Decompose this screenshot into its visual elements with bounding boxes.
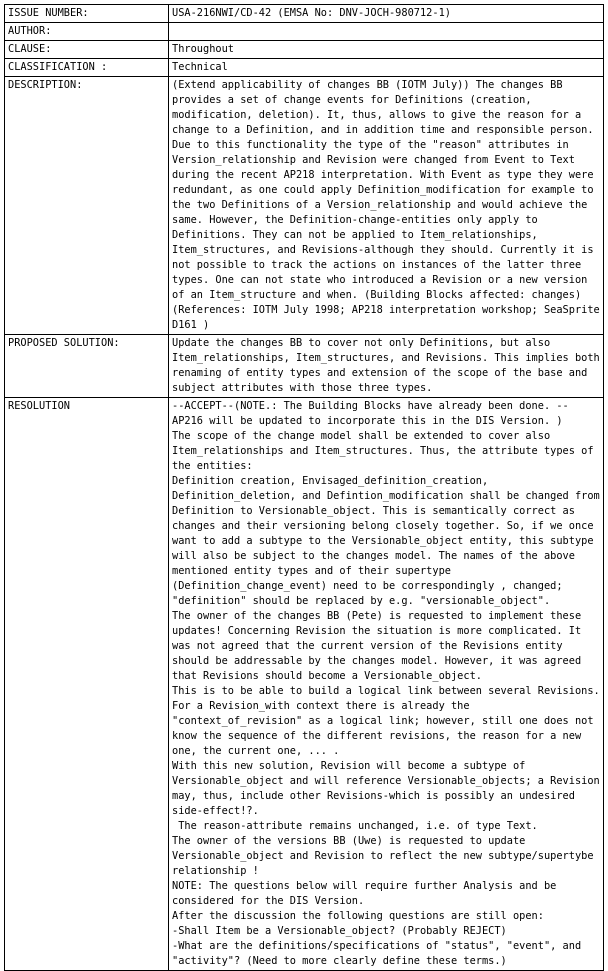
resolution-paragraph: The scope of the change model shall be extended to cover also Item_relationships and Item_structures. Thus, the attribute types of the entities: [172,430,600,472]
resolution-paragraph: This is to be able to build a logical link between several Revisions. For a Revision_with context there is already the "context_of_revision" as a logical link; however, still one does not know the sequence of the different revisions, the reason for a new one, the current one, ... . [172,685,606,757]
description-value: (Extend applicability of changes BB (IOTM July)) The changes BB provides a set of change events for Definitions (creation, modification, deletion). It, thus, allows to give the reason for a change to a Definition, and in addition time and responsible person. Due to this functionality the type of the "reason" attributes in Version_relationship and Revision were changed from Event to Text during the recent AP218 interpretation. With Event as type they were redundant, as one could apply Definition_modification for example to the two Definitions of a Version_relationship and would achieve the same. However, the Definition-change-entities only apply to Definitions. They can not be applied to Item_relationships, Item_structures, and Revisions-although they should. Currently it is not possible to track the actions on instances of the latter three types. One can not state who introduced a Revision or a new version of an Item_structure and when. (Building Blocks affected: changes) (References: IOTM July 1998; AP218 interpretation workshop; SeaSprite D161 ) [169,77,604,335]
resolution-paragraph: NOTE: The questions below will require further Analysis and be considered for the DIS Version. [172,880,563,907]
resolution-paragraph: --ACCEPT--(NOTE.: The Building Blocks have already been done. -- AP216 will be updated to incorporate this in the DIS Version. ) [172,400,575,427]
classification-value: Technical [169,59,604,77]
classification-label: CLASSIFICATION : [5,59,169,77]
resolution-paragraph: The owner of the changes BB (Pete) is requested to implement these updates! Concerning Revision the situation is more complicated. It was not agreed that the current version of the Revisions entity should be addressable by the changes model. However, it was agreed that Revisions should become a Versionable_object. [172,610,588,682]
resolution-label: RESOLUTION [5,398,169,971]
description-label: DESCRIPTION: [5,77,169,335]
resolution-paragraph: The owner of the versions BB (Uwe) is requested to update Versionable_object and Revision to reflect the new subtype/supertybe relationship ! [172,835,600,877]
proposed-solution-label: PROPOSED SOLUTION: [5,335,169,398]
clause-value: Throughout [169,41,604,59]
resolution-paragraph: -What are the definitions/specifications of "status", "event", and "activity"? (Need to more clearly define these terms.) [172,940,588,967]
issue-table [4,4,604,971]
resolution-paragraph: After the discussion the following questions are still open: [172,910,544,922]
row-resolution [5,398,604,971]
resolution-paragraph: With this new solution, Revision will become a subtype of Versionable_object and will reference Versionable_objects; a Revision may, thus, include other Revisions-which is possibly an undesired side-effect!?. [172,760,606,817]
row-clause [5,41,604,59]
clause-label: CLAUSE: [5,41,169,59]
resolution-paragraph: -Shall Item be a Versionable_object? (Probably REJECT) [172,925,507,937]
row-proposed-solution [5,335,604,398]
resolution-paragraph: Definition creation, Envisaged_definition_creation, Definition_deletion, and Defintion_modification shall be changed from Definition to Versionable_object. This is semantically correct as changes and their versioning belong closely together. So, if we once want to add a subtype to the Versionable_object entity, this subtype will also be subject to the changes model. The names of the above mentioned entity types and of their supertype (Definition_change_event) need to be correspondingly , changed; "definition" should be replaced by e.g. "versionable_object". [172,475,606,607]
row-classification [5,59,604,77]
author-value [169,23,604,41]
issue-number-value: USA-216NWI/CD-42 (EMSA No: DNV-JOCH-980712-1) [169,5,604,23]
resolution-paragraph: The reason-attribute remains unchanged, i.e. of type Text. [172,820,538,832]
author-label: AUTHOR: [5,23,169,41]
proposed-solution-value: Update the changes BB to cover not only Definitions, but also Item_relationships, Item_structures, and Revisions. This implies both renaming of entity types and extension of the scope of the base and subject attributes with those three types. [169,335,604,398]
row-issue-number [5,5,604,23]
row-description [5,77,604,335]
resolution-value [169,398,604,971]
issue-number-label: ISSUE NUMBER: [5,5,169,23]
row-author [5,23,604,41]
